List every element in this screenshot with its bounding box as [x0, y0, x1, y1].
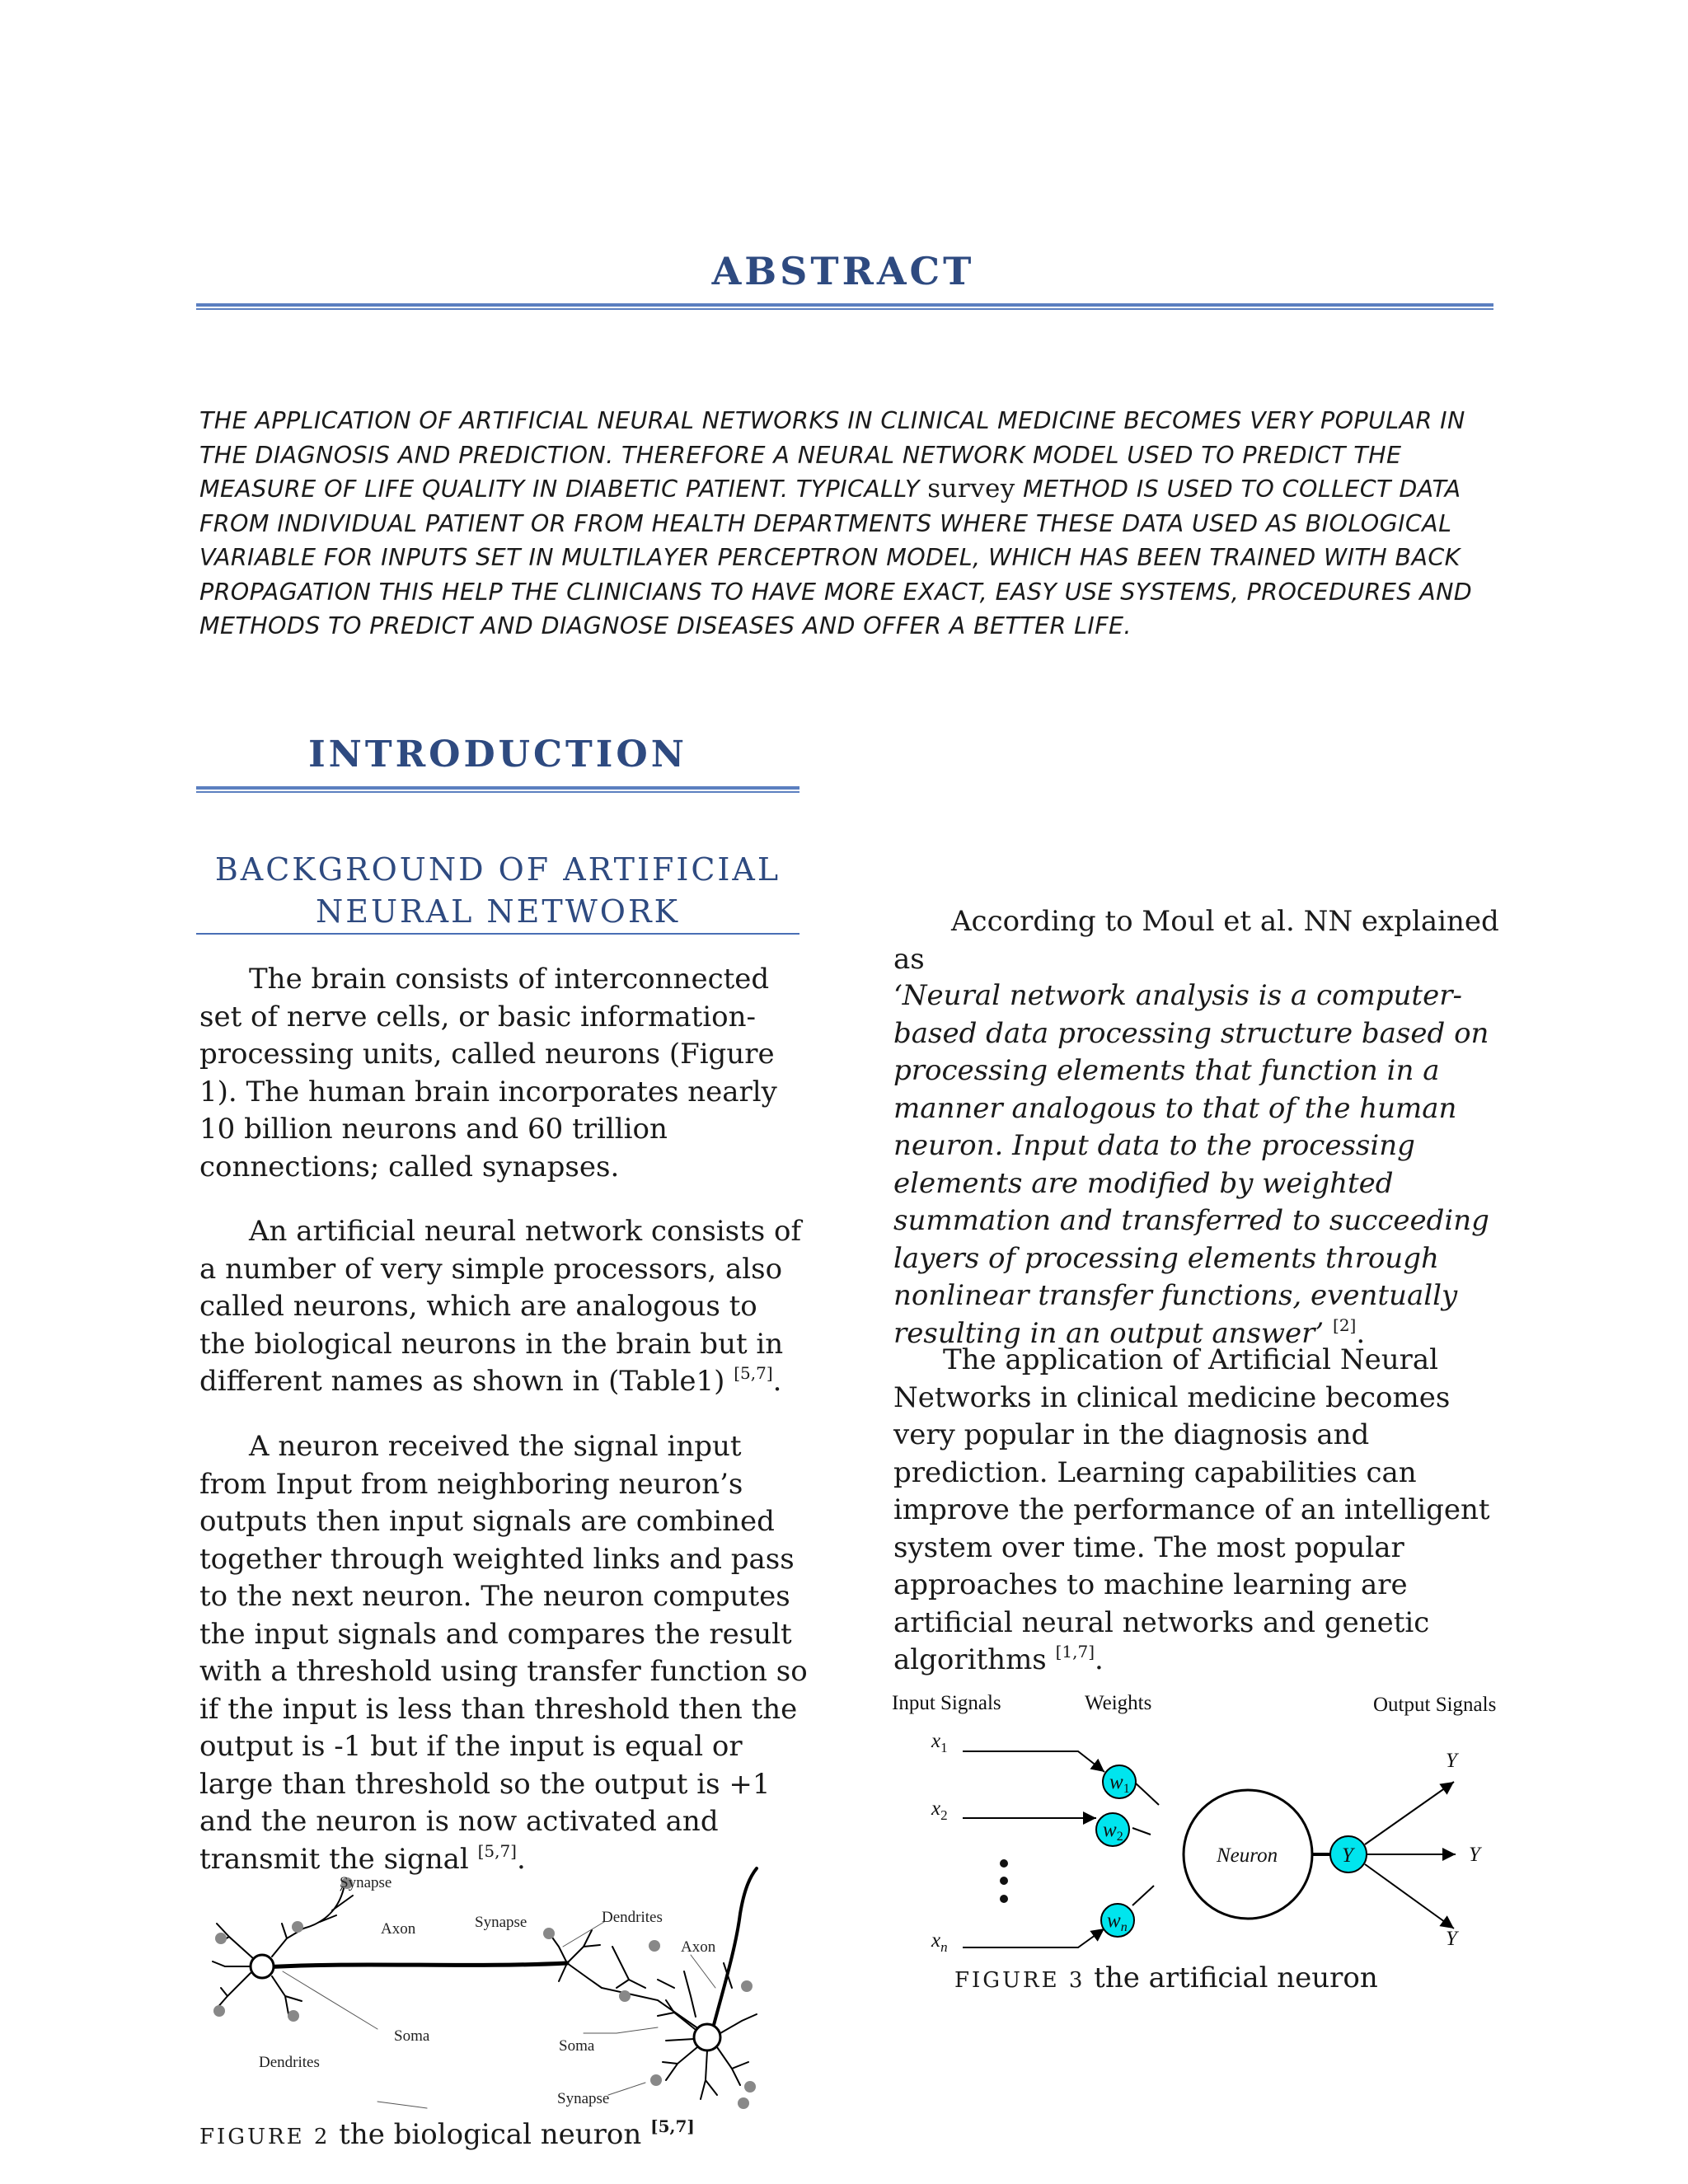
abstract-text — [199, 404, 1485, 644]
citation: [5,7] — [477, 1840, 517, 1861]
figure-2-label: FIGURE 2 — [199, 2125, 331, 2149]
citation: [5,7] — [650, 2116, 695, 2136]
figure-3-caption — [954, 1961, 1378, 1994]
label-dendrites-bottom: Dendrites — [259, 2054, 320, 2071]
label-axon-right: Axon — [681, 1938, 716, 1956]
figure-2-caption — [199, 2118, 695, 2151]
left-paragraph-2: An artificial neural network consists of a number of very simple processors, also called neurons, which are analogous to the biological neurons in the brain but in different names as shown in (Table1) [5,7]. — [199, 1215, 802, 1398]
label-synapse-bottom: Synapse — [557, 2090, 610, 2107]
right-paragraph-intro — [893, 903, 1503, 978]
figure-3-caption-text: the artificial neuron — [1094, 1961, 1378, 1994]
moul-quote: ‘Neural network analysis is a computer-based data processing structure based on processing elements that function in a manner analogous to that of the human neuron. Input data to the processing elements are modified by weighted summation and transferred to succeeding layers of processing elements through nonlinear transfer functions, eventually resulting in an output answer’ [2]. — [893, 979, 1489, 1350]
subheading-rule — [196, 933, 799, 935]
figure-2-biological-neuron — [196, 1864, 773, 2120]
label-output-signals: Output Signals — [1373, 1694, 1497, 1716]
subheading-line1: BACKGROUND OF ARTIFICIAL — [214, 851, 781, 888]
citation: [2] — [1333, 1315, 1357, 1335]
figure-3-label: FIGURE 3 — [954, 1968, 1085, 1993]
introduction-heading: INTRODUCTION — [308, 733, 687, 776]
left-paragraph-3-text: A neuron received the signal input from Input from neighboring neuron’s outputs then input signals are combined together through weighted links and pass to the next neuron. The neuron computes the input signals and compares the result with a threshold using transfer function so if the input is less than threshold then the output is -1 but if the input is equal or large than threshold so the output is +1 and the neuron is now activated and transmit the signal — [199, 1430, 808, 1876]
citation: [5,7] — [734, 1363, 773, 1383]
label-y-out-3: Y — [1446, 1928, 1457, 1950]
label-soma-right: Soma — [559, 2037, 595, 2055]
moul-quote-text: ‘Neural network analysis is a computer-based data processing structure based on processing elements that function in a manner analogous to that of the human neuron. Input data to the processing elements are modified by weighted summation and transferred to succeeding layers of processing elements through nonlinear transfer functions, eventually resulting in an output answer’ — [893, 979, 1489, 1350]
abstract-text-survey: survey — [927, 474, 1015, 504]
label-wn: $w_n$ — [1107, 1910, 1128, 1934]
right-paragraph-intro-text: According to Moul et al. NN explained as — [893, 905, 1499, 976]
right-soma — [694, 2024, 720, 2050]
label-x1: $x_1$ — [931, 1730, 948, 1755]
label-weights: Weights — [1085, 1692, 1152, 1714]
left-paragraph-2-text: An artificial neural network consists of a number of very simple processors, also called neurons, which are analogous to the biological neurons in the brain but in different names as shown in (Table1) — [199, 1215, 802, 1398]
label-input-signals: Input Signals — [892, 1692, 1001, 1714]
label-y-out-1: Y — [1446, 1750, 1457, 1772]
figure-2-caption-text: the biological neuron — [339, 2118, 642, 2151]
label-soma-left: Soma — [394, 2027, 430, 2045]
left-paragraph-1-text: The brain consists of interconnected set of nerve cells, or basic information-processing units, called neurons (Figure 1). The human brain incorporates nearly 10 billion neurons and 60 trillion connections; called synapses. — [199, 963, 777, 1183]
axon-line — [264, 1963, 567, 1967]
label-w2: $w_2$ — [1103, 1819, 1123, 1844]
subheading-background — [196, 849, 799, 933]
label-axon-left: Axon — [381, 1920, 416, 1938]
left-paragraph-1 — [199, 961, 809, 1186]
subheading-line2: NEURAL NETWORK — [316, 893, 680, 930]
introduction-rule — [196, 786, 799, 793]
citation: [1,7] — [1055, 1642, 1095, 1661]
abstract-heading: ABSTRACT — [711, 249, 975, 293]
label-y-out-2: Y — [1469, 1844, 1480, 1866]
label-synapse-top: Synapse — [340, 1874, 392, 1891]
label-w1: $w_1$ — [1109, 1771, 1130, 1796]
label-y-node: Y — [1342, 1844, 1353, 1867]
label-synapse-mid: Synapse — [475, 1914, 528, 1931]
right-paragraph-2-text: The application of Artificial Neural Networks in clinical medicine becomes very popular in the diagnosis and prediction. Learning capabilities can improve the performance of an intelligent system over time. The most popular approaches to machine learning are artificial neural networks and genetic algorithms — [893, 1343, 1490, 1676]
label-x2: $x_2$ — [931, 1797, 948, 1823]
abstract-text-part1: THE APPLICATION OF ARTIFICIAL NEURAL NETWORKS IN CLINICAL MEDICINE BECOMES VERY POPULAR IN THE DIAGNOSIS AND PREDICTION. THEREFORE A NEURAL NETWORK MODEL USED TO PREDICT THE MEASURE OF LIFE QUALITY IN DIABETIC PATIENT. TYPICALLY — [199, 407, 1465, 503]
right-paragraph-2: The application of Artificial Neural Networks in clinical medicine becomes very popular in the diagnosis and prediction. Learning capabilities can improve the performance of an intelligent system over time. The most popular approaches to machine learning are artificial neural networks and genetic algorithms [1,7]. — [893, 1343, 1490, 1676]
label-dendrites-top: Dendrites — [602, 1909, 663, 1926]
figure-3-artificial-neuron — [889, 1681, 1515, 1961]
abstract-rule — [196, 303, 1493, 310]
label-neuron: Neuron — [1217, 1844, 1278, 1867]
left-paragraph-3: A neuron received the signal input from Input from neighboring neuron’s outputs then input signals are combined together through weighted links and pass to the next neuron. The neuron computes the input signals and compares the result with a threshold using transfer function so if the input is less than threshold then the output is -1 but if the input is equal or large than threshold so the output is +1 and the neuron is now activated and transmit the signal [5,7]. — [199, 1430, 808, 1876]
label-xn: $x_n$ — [931, 1929, 948, 1955]
abstract-text-part2: METHOD IS USED TO COLLECT DATA FROM INDIVIDUAL PATIENT OR FROM HEALTH DEPARTMENTS WHERE THESE DATA USED AS BIOLOGICAL VARIABLE FOR INPUTS SET IN MULTILAYER PERCEPTRON MODEL, WHICH HAS BEEN TRAINED WITH BACK PROPAGATION THIS HELP THE CLINICIANS TO HAVE MORE EXACT, EASY USE SYSTEMS, PROCEDURES AND METHODS TO PREDICT AND DIAGNOSE DISEASES AND OFFER A BETTER LIFE. — [199, 476, 1473, 640]
